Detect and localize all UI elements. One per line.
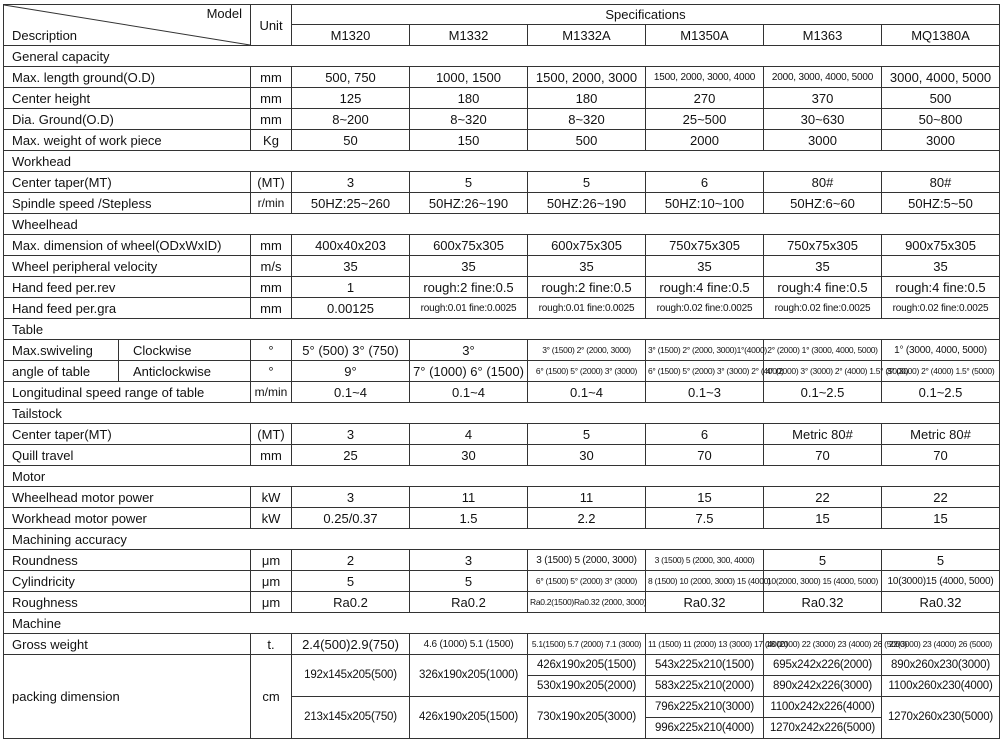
- row-value: 0.00125: [292, 298, 410, 319]
- row-unit: r/min: [251, 193, 292, 214]
- row-value: 0.1~2.5: [764, 382, 882, 403]
- section-row: [4, 466, 1000, 487]
- packing-m1350a-2: 583x225x210(2000): [646, 676, 764, 697]
- row-value: 5.1(1500) 5.7 (2000) 7.1 (3000): [528, 634, 646, 655]
- row-unit: Kg: [251, 130, 292, 151]
- row-value: 5: [528, 424, 646, 445]
- model-header-m1332: M1332: [410, 25, 528, 46]
- row-value: 70: [764, 445, 882, 466]
- section-machine: Machine: [4, 613, 1000, 634]
- row-value: 6: [646, 424, 764, 445]
- row-value: 50HZ:26~190: [410, 193, 528, 214]
- row-label: Dia. Ground(O.D): [4, 109, 251, 130]
- row-label: Hand feed per.rev: [4, 277, 251, 298]
- row-value: 3000: [882, 130, 1000, 151]
- row-unit: °: [251, 361, 292, 382]
- row-value: 8~320: [528, 109, 646, 130]
- row-value: 1° (3000, 4000, 5000): [882, 340, 1000, 361]
- row-value: 22: [764, 487, 882, 508]
- row-value: 35: [410, 256, 528, 277]
- row-unit: mm: [251, 109, 292, 130]
- row-label: Longitudinal speed range of table: [4, 382, 251, 403]
- row-label: Max. length ground(O.D): [4, 67, 251, 88]
- row-value: 25~500: [646, 109, 764, 130]
- row-unit: t.: [251, 634, 292, 655]
- specifications-table: [3, 4, 1000, 739]
- row-unit: mm: [251, 67, 292, 88]
- section-general: General capacity: [4, 46, 1000, 67]
- section-row: [4, 46, 1000, 67]
- row-value: 70: [882, 445, 1000, 466]
- row-unit: μm: [251, 550, 292, 571]
- row-value: rough:2 fine:0.5: [528, 277, 646, 298]
- row-value: 180: [528, 88, 646, 109]
- packing-m1350a-4: 996x225x210(4000): [646, 718, 764, 739]
- row-value: 600x75x305: [410, 235, 528, 256]
- row-unit: μm: [251, 571, 292, 592]
- section-table: Table: [4, 319, 1000, 340]
- row-value: 3 (1500) 5 (2000, 300, 4000): [646, 550, 764, 571]
- spec-row: [4, 571, 1000, 592]
- row-value: Ra0.32: [646, 592, 764, 613]
- spec-row: [4, 550, 1000, 571]
- row-value: 2.2: [528, 508, 646, 529]
- row-value: 7.5: [646, 508, 764, 529]
- row-value: 80#: [882, 172, 1000, 193]
- row-label: Wheelhead motor power: [4, 487, 251, 508]
- description-label: Description: [12, 28, 78, 43]
- row-value: 30~630: [764, 109, 882, 130]
- packing-m1363-1: 695x242x226(2000): [764, 655, 882, 676]
- row-value: 50HZ:26~190: [528, 193, 646, 214]
- model-label: Model: [206, 6, 242, 21]
- row-value: 3: [292, 424, 410, 445]
- row-label: Gross weight: [4, 634, 251, 655]
- row-value: 30: [410, 445, 528, 466]
- row-value: rough:4 fine:0.5: [764, 277, 882, 298]
- row-value: Ra0.32: [882, 592, 1000, 613]
- spec-row: [4, 130, 1000, 151]
- row-value: rough:0.02 fine:0.0025: [764, 298, 882, 319]
- section-row: [4, 529, 1000, 550]
- row-value: 5: [528, 172, 646, 193]
- row-value: 10(2000, 3000) 15 (4000, 5000): [764, 571, 882, 592]
- row-value: 10(3000)15 (4000, 5000): [882, 571, 1000, 592]
- row-value: 6° (1500) 5° (2000) 3° (3000): [528, 571, 646, 592]
- row-label: angle of table: [4, 361, 119, 382]
- row-value: 150: [410, 130, 528, 151]
- section-workhead: Workhead: [4, 151, 1000, 172]
- row-value: 70: [646, 445, 764, 466]
- packing-dimension-label: packing dimension: [4, 655, 251, 739]
- row-sublabel: Anticlockwise: [119, 361, 251, 382]
- unit-header: Unit: [251, 5, 292, 46]
- packing-mq1380a-3: 1270x260x230(5000): [882, 697, 1000, 739]
- row-unit: mm: [251, 277, 292, 298]
- row-value: 900x75x305: [882, 235, 1000, 256]
- row-value: 2.4(500)2.9(750): [292, 634, 410, 655]
- packing-m1363-4: 1270x242x226(5000): [764, 718, 882, 739]
- row-value: 125: [292, 88, 410, 109]
- row-value: 15: [882, 508, 1000, 529]
- row-value: 500: [528, 130, 646, 151]
- spec-row: [4, 88, 1000, 109]
- row-value: 6: [646, 172, 764, 193]
- row-value: 35: [292, 256, 410, 277]
- row-label: Roughness: [4, 592, 251, 613]
- row-value: Metric 80#: [764, 424, 882, 445]
- model-header-m1332a: M1332A: [528, 25, 646, 46]
- row-value: 3°: [410, 340, 528, 361]
- row-value: 270: [646, 88, 764, 109]
- row-unit: m/s: [251, 256, 292, 277]
- packing-mq1380a-1: 890x260x230(3000): [882, 655, 1000, 676]
- row-value: 2000: [646, 130, 764, 151]
- packing-unit: cm: [251, 655, 292, 739]
- packing-m1332-2: 426x190x205(1500): [410, 697, 528, 739]
- row-value: rough:0.01 fine:0.0025: [528, 298, 646, 319]
- spec-row: [4, 109, 1000, 130]
- row-value: 50~800: [882, 109, 1000, 130]
- packing-m1332a-3: 730x190x205(3000): [528, 697, 646, 739]
- row-value: 5: [764, 550, 882, 571]
- row-value: 35: [528, 256, 646, 277]
- row-value: 3° (1500) 2° (2000, 3000)1°(4000): [646, 340, 764, 361]
- row-value: 0.1~4: [410, 382, 528, 403]
- model-description-header: [4, 5, 251, 46]
- row-label: Max. weight of work piece: [4, 130, 251, 151]
- row-value: 0.1~4: [528, 382, 646, 403]
- row-value: 0.25/0.37: [292, 508, 410, 529]
- row-value: rough:2 fine:0.5: [410, 277, 528, 298]
- row-value: rough:0.02 fine:0.0025: [882, 298, 1000, 319]
- row-label: Spindle speed /Stepless: [4, 193, 251, 214]
- row-value: 3000: [764, 130, 882, 151]
- row-value: 4.6 (1000) 5.1 (1500): [410, 634, 528, 655]
- row-value: 3 (1500) 5 (2000, 3000): [528, 550, 646, 571]
- row-value: 30: [528, 445, 646, 466]
- row-value: 3: [292, 487, 410, 508]
- row-value: 5: [292, 571, 410, 592]
- row-unit: μm: [251, 592, 292, 613]
- spec-row: [4, 193, 1000, 214]
- row-value: rough:4 fine:0.5: [646, 277, 764, 298]
- row-value: 9°: [292, 361, 410, 382]
- row-value: 50HZ:6~60: [764, 193, 882, 214]
- row-value: 8~320: [410, 109, 528, 130]
- row-unit: (MT): [251, 172, 292, 193]
- row-value: 50HZ:25~260: [292, 193, 410, 214]
- spec-row: [4, 235, 1000, 256]
- model-header-m1363: M1363: [764, 25, 882, 46]
- spec-row: [4, 592, 1000, 613]
- spec-row: [4, 508, 1000, 529]
- row-value: 80#: [764, 172, 882, 193]
- row-value: Ra0.2: [292, 592, 410, 613]
- row-value: 22: [882, 487, 1000, 508]
- packing-m1332a-1: 426x190x205(1500): [528, 655, 646, 676]
- row-value: 0.1~2.5: [882, 382, 1000, 403]
- spec-row: [4, 487, 1000, 508]
- row-value: rough:0.02 fine:0.0025: [646, 298, 764, 319]
- row-value: 3: [410, 550, 528, 571]
- section-tailstock: Tailstock: [4, 403, 1000, 424]
- row-value: 5: [410, 571, 528, 592]
- row-value: Ra0.2: [410, 592, 528, 613]
- row-value: 1.5: [410, 508, 528, 529]
- row-label: Quill travel: [4, 445, 251, 466]
- row-value: 6° (1500) 5° (2000) 3° (3000) 2° (4000): [646, 361, 764, 382]
- packing-m1363-3: 1100x242x226(4000): [764, 697, 882, 718]
- section-row: [4, 403, 1000, 424]
- section-row: [4, 613, 1000, 634]
- model-header-m1350a: M1350A: [646, 25, 764, 46]
- packing-m1320-2: 213x145x205(750): [292, 697, 410, 739]
- section-accuracy: Machining accuracy: [4, 529, 1000, 550]
- spec-row: [4, 256, 1000, 277]
- packing-m1332a-2: 530x190x205(2000): [528, 676, 646, 697]
- row-unit: mm: [251, 298, 292, 319]
- row-label: Center taper(MT): [4, 172, 251, 193]
- spec-row: [4, 172, 1000, 193]
- row-unit: kW: [251, 487, 292, 508]
- row-value: 3° (1500) 2° (2000, 3000): [528, 340, 646, 361]
- row-value: 1000, 1500: [410, 67, 528, 88]
- packing-m1320-1: 192x145x205(500): [292, 655, 410, 697]
- row-value: 18 (2000) 22 (3000) 23 (4000) 26 (5000): [764, 634, 882, 655]
- row-value: rough:0.01 fine:0.0025: [410, 298, 528, 319]
- row-value: 8 (1500) 10 (2000, 3000) 15 (4000): [646, 571, 764, 592]
- row-sublabel: Clockwise: [119, 340, 251, 361]
- row-unit: m/min: [251, 382, 292, 403]
- row-label: Hand feed per.gra: [4, 298, 251, 319]
- row-value: 5: [410, 172, 528, 193]
- section-wheelhead: Wheelhead: [4, 214, 1000, 235]
- row-value: 11: [528, 487, 646, 508]
- row-value: 500: [882, 88, 1000, 109]
- packing-mq1380a-2: 1100x260x230(4000): [882, 676, 1000, 697]
- row-value: 400x40x203: [292, 235, 410, 256]
- row-label: Center height: [4, 88, 251, 109]
- row-value: 5: [882, 550, 1000, 571]
- row-value: 5° (500) 3° (750): [292, 340, 410, 361]
- spec-row: [4, 445, 1000, 466]
- model-header-mq1380a: MQ1380A: [882, 25, 1000, 46]
- spec-row: [4, 634, 1000, 655]
- row-label: Max. dimension of wheel(ODxWxID): [4, 235, 251, 256]
- row-value: 25: [292, 445, 410, 466]
- row-value: 50: [292, 130, 410, 151]
- row-unit: (MT): [251, 424, 292, 445]
- row-value: 35: [882, 256, 1000, 277]
- row-value: 6° (1500) 5° (2000) 3° (3000): [528, 361, 646, 382]
- model-header-m1320: M1320: [292, 25, 410, 46]
- spec-row: [4, 424, 1000, 445]
- row-value: 11 (1500) 11 (2000) 13 (3000) 17 (4000): [646, 634, 764, 655]
- spec-row: [4, 361, 1000, 382]
- row-value: 50HZ:10~100: [646, 193, 764, 214]
- spec-row: [4, 382, 1000, 403]
- row-value: rough:4 fine:0.5: [882, 277, 1000, 298]
- row-value: 8~200: [292, 109, 410, 130]
- spec-row: [4, 298, 1000, 319]
- row-value: Metric 80#: [882, 424, 1000, 445]
- row-value: 3000, 4000, 5000: [882, 67, 1000, 88]
- row-label: Wheel peripheral velocity: [4, 256, 251, 277]
- row-label: Max.swiveling: [4, 340, 119, 361]
- row-value: 4° (2000) 3° (3000) 2° (4000) 1.5° (5000): [764, 361, 882, 382]
- row-value: 15: [646, 487, 764, 508]
- section-row: [4, 319, 1000, 340]
- row-value: 1500, 2000, 3000, 4000: [646, 67, 764, 88]
- spec-row: [4, 340, 1000, 361]
- row-label: Workhead motor power: [4, 508, 251, 529]
- section-row: [4, 151, 1000, 172]
- row-value: 2000, 3000, 4000, 5000: [764, 67, 882, 88]
- row-value: 50HZ:5~50: [882, 193, 1000, 214]
- row-unit: mm: [251, 88, 292, 109]
- row-value: 1500, 2000, 3000: [528, 67, 646, 88]
- spec-row: [4, 67, 1000, 88]
- row-value: 4: [410, 424, 528, 445]
- row-value: 2: [292, 550, 410, 571]
- row-value: 750x75x305: [646, 235, 764, 256]
- row-value: 1: [292, 277, 410, 298]
- row-value: 22(3000) 23 (4000) 26 (5000): [882, 634, 1000, 655]
- row-value: 7° (1000) 6° (1500): [410, 361, 528, 382]
- row-value: 11: [410, 487, 528, 508]
- row-unit: mm: [251, 445, 292, 466]
- row-value: 15: [764, 508, 882, 529]
- row-unit: mm: [251, 235, 292, 256]
- row-label: Roundness: [4, 550, 251, 571]
- row-unit: °: [251, 340, 292, 361]
- row-value: 750x75x305: [764, 235, 882, 256]
- row-label: Center taper(MT): [4, 424, 251, 445]
- row-value: 0.1~4: [292, 382, 410, 403]
- row-value: 500, 750: [292, 67, 410, 88]
- packing-row-1: [4, 655, 1000, 676]
- section-motor: Motor: [4, 466, 1000, 487]
- row-value: Ra0.32: [764, 592, 882, 613]
- spec-row: [4, 277, 1000, 298]
- section-row: [4, 214, 1000, 235]
- row-value: Ra0.2(1500)Ra0.32 (2000, 3000): [528, 592, 646, 613]
- row-unit: kW: [251, 508, 292, 529]
- row-label: Cylindricity: [4, 571, 251, 592]
- packing-m1350a-1: 543x225x210(1500): [646, 655, 764, 676]
- row-value: 3° (3000) 2° (4000) 1.5° (5000): [882, 361, 1000, 382]
- row-value: 0.1~3: [646, 382, 764, 403]
- header-row-1: [4, 5, 1000, 25]
- packing-m1363-2: 890x242x226(3000): [764, 676, 882, 697]
- specifications-header: Specifications: [292, 5, 1000, 25]
- packing-m1332-1: 326x190x205(1000): [410, 655, 528, 697]
- row-value: 180: [410, 88, 528, 109]
- row-value: 3: [292, 172, 410, 193]
- row-value: 600x75x305: [528, 235, 646, 256]
- row-value: 2° (2000) 1° (3000, 4000, 5000): [764, 340, 882, 361]
- row-value: 35: [764, 256, 882, 277]
- packing-m1350a-3: 796x225x210(3000): [646, 697, 764, 718]
- row-value: 370: [764, 88, 882, 109]
- row-value: 35: [646, 256, 764, 277]
